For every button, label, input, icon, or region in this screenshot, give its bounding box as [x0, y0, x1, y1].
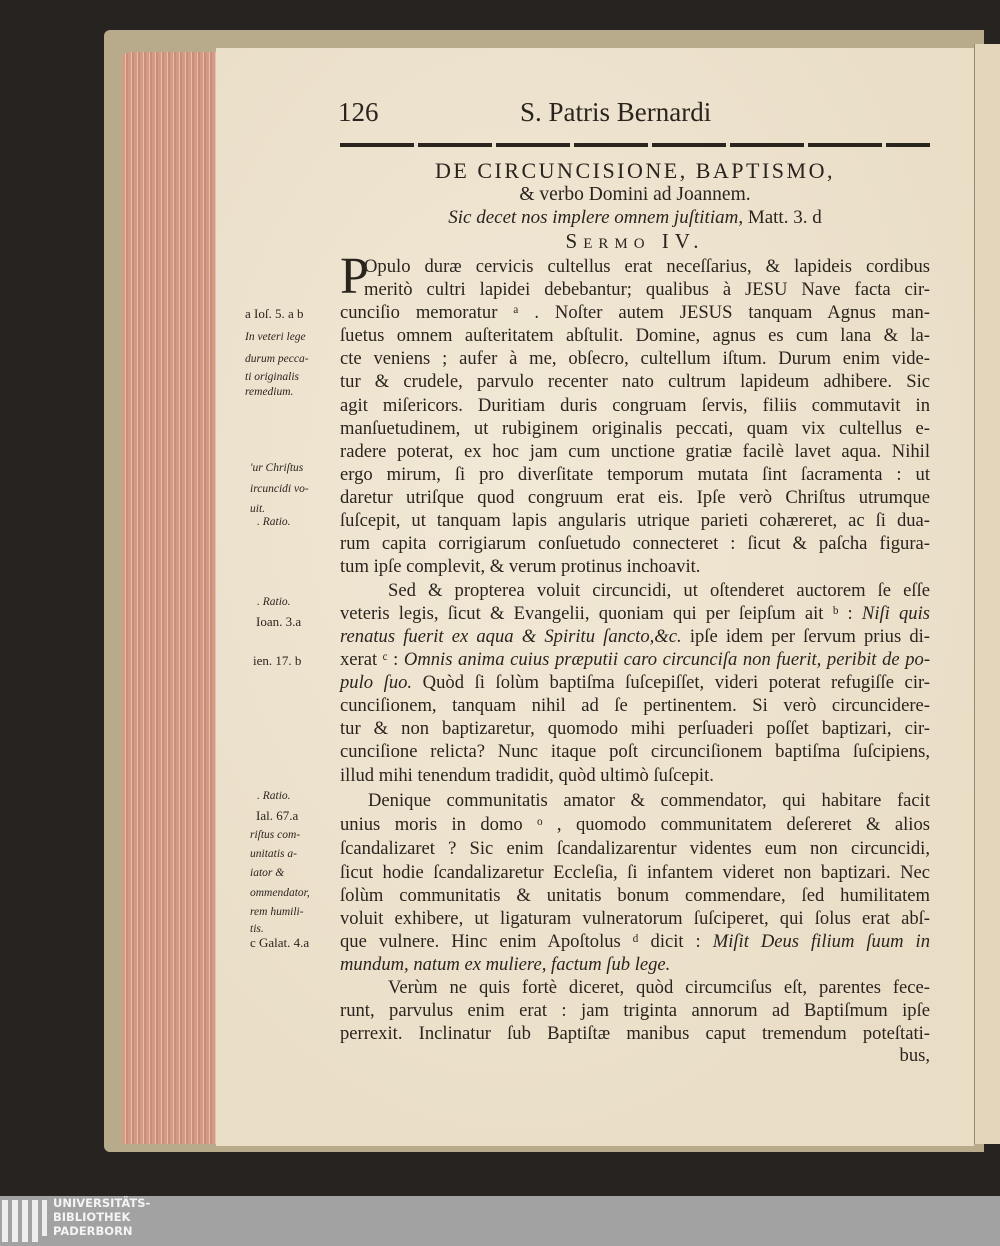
margin-note: Ial. 67.a — [256, 808, 299, 823]
drop-cap: P — [340, 248, 369, 305]
body-line — [340, 649, 930, 671]
margin-note: . Ratio. — [257, 596, 291, 608]
margin-note: a Ioſ. 5. a b — [245, 306, 304, 321]
epigraph — [340, 207, 930, 229]
text-run: tum ipſe complevit, & verum protinus inchoavit. — [340, 556, 701, 577]
body-line — [388, 580, 930, 602]
margin-note: ommendator, — [250, 887, 310, 899]
margin-note: ti originalis — [245, 371, 299, 383]
body-line — [340, 395, 930, 417]
text-run: Denique communitatis amator & commendator, qui habitare facit — [368, 790, 930, 811]
margin-note: unitatis a- — [250, 848, 297, 860]
margin-note: riſtus com- — [250, 829, 301, 841]
text-run: ſolùm communitatis & unitatis bonum commendare, ſed humilitatem — [340, 885, 930, 906]
text-run: ipſe idem per ſervum prius di- — [681, 626, 930, 647]
margin-note: . Ratio. — [257, 790, 291, 802]
body-line — [340, 348, 930, 370]
text-run: cunciſione relicta? Nunc itaque poſt circunciſionem baptiſma ſuſcipiens, — [340, 741, 930, 762]
text-run: ſicut hodie ſcandalizaretur Eccleſia, ſi infantem videret non baptizari. Nec — [340, 862, 930, 883]
margin-note: ien. 17. b — [253, 653, 302, 668]
logo-line: PADERBORN — [53, 1224, 133, 1238]
text-run: manſuetudinem, ut rubiginem originalis peccati, quam vix cultellus e- — [340, 418, 930, 439]
body-line — [340, 741, 930, 763]
italic-quote: Niſi quis — [861, 603, 931, 624]
sermon-number: Sermo IV. — [565, 229, 705, 253]
body-line — [340, 814, 930, 836]
text-run: xerat ᶜ : — [340, 649, 404, 670]
body-line — [340, 1000, 930, 1022]
body-line — [340, 931, 930, 953]
chapter-subtitle: & verbo Domini ad Joannem. — [519, 184, 751, 205]
italic-quote: renatus fuerit ex aqua & Spiritu ſancto,&c. — [340, 626, 682, 647]
body-line — [368, 790, 930, 812]
body-line — [340, 626, 930, 648]
body-line — [340, 302, 930, 324]
italic-quote: pulo ſuo. — [340, 672, 413, 693]
body-line — [340, 695, 930, 717]
margin-note: iator & — [250, 867, 285, 879]
margin-note: rem humili- — [250, 906, 304, 918]
body-line — [340, 672, 930, 694]
margin-note: uit. — [250, 503, 266, 515]
text-run: que vulnere. Hinc enim Apoſtolus ᵈ dicit : — [340, 931, 713, 952]
body-line — [340, 441, 930, 463]
margin-note: c Galat. 4.a — [250, 935, 310, 950]
text-run: bus, — [899, 1045, 930, 1066]
body-line — [340, 371, 930, 393]
text-run: perrexit. Inclinatur ſub Baptiſtæ manibus caput tremendum poteſtati- — [340, 1023, 930, 1044]
running-title: S. Patris Bernardi — [520, 97, 712, 127]
text-run: Quòd ſi ſolùm baptiſma ſuſcepiſſet, videri poterat refugiſſe cir- — [412, 672, 930, 693]
text-run: ſuetus omnem auſteritatem abſtulit. Domine, agnus es cum lana & la- — [340, 325, 930, 346]
logo-line: BIBLIOTHEK — [53, 1210, 131, 1224]
library-footer — [0, 1196, 1000, 1246]
text-run: ſcandalizaret ? Sic enim ſcandalizarentur videntes eum non circuncidi, — [340, 838, 930, 859]
margin-note: remedium. — [245, 386, 294, 398]
text-run: meritò cultri lapidei debebantur; qualibus à JESU Nave facta cir- — [364, 279, 930, 300]
library-logo-text — [53, 1196, 150, 1238]
text-run: runt, parvulus enim erat : jam triginta annorum ad Baptiſmum ipſe — [340, 1000, 930, 1021]
text-run: cunciſionem, tanquam nihil ad ſe pertinentem. Si verò circuncidere- — [340, 695, 930, 716]
body-line — [340, 908, 930, 930]
logo-line: UNIVERSITÄTS- — [53, 1196, 151, 1210]
body-line — [340, 954, 930, 976]
text-run: Opulo duræ cervicis cultellus erat neceſſarius, & lapideis cordibus — [364, 256, 930, 277]
text-run: unius moris in domo ᵒ , quomodo communitatem deſereret & alios — [340, 814, 930, 835]
body-line — [364, 256, 930, 278]
margin-note: Ioan. 3.a — [256, 614, 302, 629]
margin-note: . Ratio. — [257, 516, 291, 528]
body-line — [340, 862, 930, 884]
text-run: veteris legis, ſicut & Evangelii, quoniam qui per ſeipſum ait ᵇ : — [340, 603, 862, 624]
margin-note: 'ur Chriſtus — [250, 462, 304, 474]
body-line — [340, 325, 930, 347]
margin-note: In veteri lege — [245, 331, 306, 343]
page-number: 126 — [338, 97, 379, 127]
body-line — [340, 556, 930, 578]
italic-quote: Omnis anima cuius præputii caro circunciſa non fuerit, peribit de po- — [403, 649, 931, 670]
body-line — [340, 487, 930, 509]
text-run: rum capita corrigiarum conſuetudo connecteret : ſicut & paſcha figura- — [340, 533, 930, 554]
italic-quote: Miſit Deus filium ſuum in — [712, 931, 931, 952]
margin-note: tis. — [250, 923, 264, 935]
text-run: illud mihi tenendum tradidit, quòd ultimò ſuſcepit. — [340, 765, 714, 786]
text-run: radere poterat, ex hoc jam cum unctione gratiæ facilè lavet aqua. Nihil — [340, 441, 930, 462]
text-run: daretur utriſque quod congruum erat eis. Ipſe verò Chriſtus utrumque — [340, 487, 930, 508]
facing-page-edge — [974, 44, 1000, 1144]
text-run: voluit exhibere, ut ligaturam vulneratorum ſuſciperet, qui ſolus erat abſ- — [340, 908, 930, 929]
body-line — [340, 718, 930, 740]
body-line — [364, 279, 930, 301]
italic-quote: mundum, natum ex muliere, factum ſub lege. — [340, 954, 671, 975]
margin-note: durum pecca- — [245, 353, 309, 365]
text-run: Verùm ne quis fortè diceret, quòd circumciſus eſt, parentes fece- — [388, 977, 930, 998]
body-line — [340, 510, 930, 532]
epigraph-reference: , Matt. 3. d — [738, 207, 822, 228]
text-run: cunciſio memoratur ᵃ . Noſter autem JESUS tanquam Agnus man- — [340, 302, 930, 323]
body-line — [388, 977, 930, 999]
header-rule — [340, 143, 930, 147]
library-logo-icon — [2, 1200, 44, 1244]
epigraph-quote: Sic decet nos implere omnem juſtitiam — [448, 207, 739, 228]
body-line — [340, 464, 930, 486]
chapter-title: DE CIRCUNCISIONE, BAPTISMO, — [435, 158, 835, 183]
page-edges — [122, 52, 218, 1144]
text-run: tur & non baptizaretur, quomodo mihi perſuaderi poſſet baptizari, cir- — [340, 718, 930, 739]
text-run: cte veniens ; aufer à me, obſecro, cultellum iſtum. Durum enim vide- — [340, 348, 930, 369]
body-line — [340, 1023, 930, 1045]
body-line — [340, 838, 930, 860]
text-run: agit miſericors. Duritiam duris congruam ſervis, filiis commutavit in — [340, 395, 930, 416]
text-run: ſuſcepit, ut tanquam lapis angularis utrique parieti cohæreret, ac ſi dua- — [340, 510, 930, 531]
body-line — [340, 533, 930, 555]
body-line — [340, 765, 930, 787]
text-run: ergo mirum, ſi pro diverſitate temporum mutata ſint ſacramenta : ut — [340, 464, 930, 485]
text-run: Sed & propterea voluit circuncidi, ut oſtenderet auctorem ſe eſſe — [388, 580, 930, 601]
body-line — [340, 418, 930, 440]
body-line — [340, 1045, 930, 1067]
margin-note: ircuncidi vo- — [250, 483, 309, 495]
body-line — [340, 603, 930, 625]
text-run: tur & crudele, parvulo recenter nato cultrum lapideum adhibere. Sic — [340, 371, 930, 392]
body-line — [340, 885, 930, 907]
